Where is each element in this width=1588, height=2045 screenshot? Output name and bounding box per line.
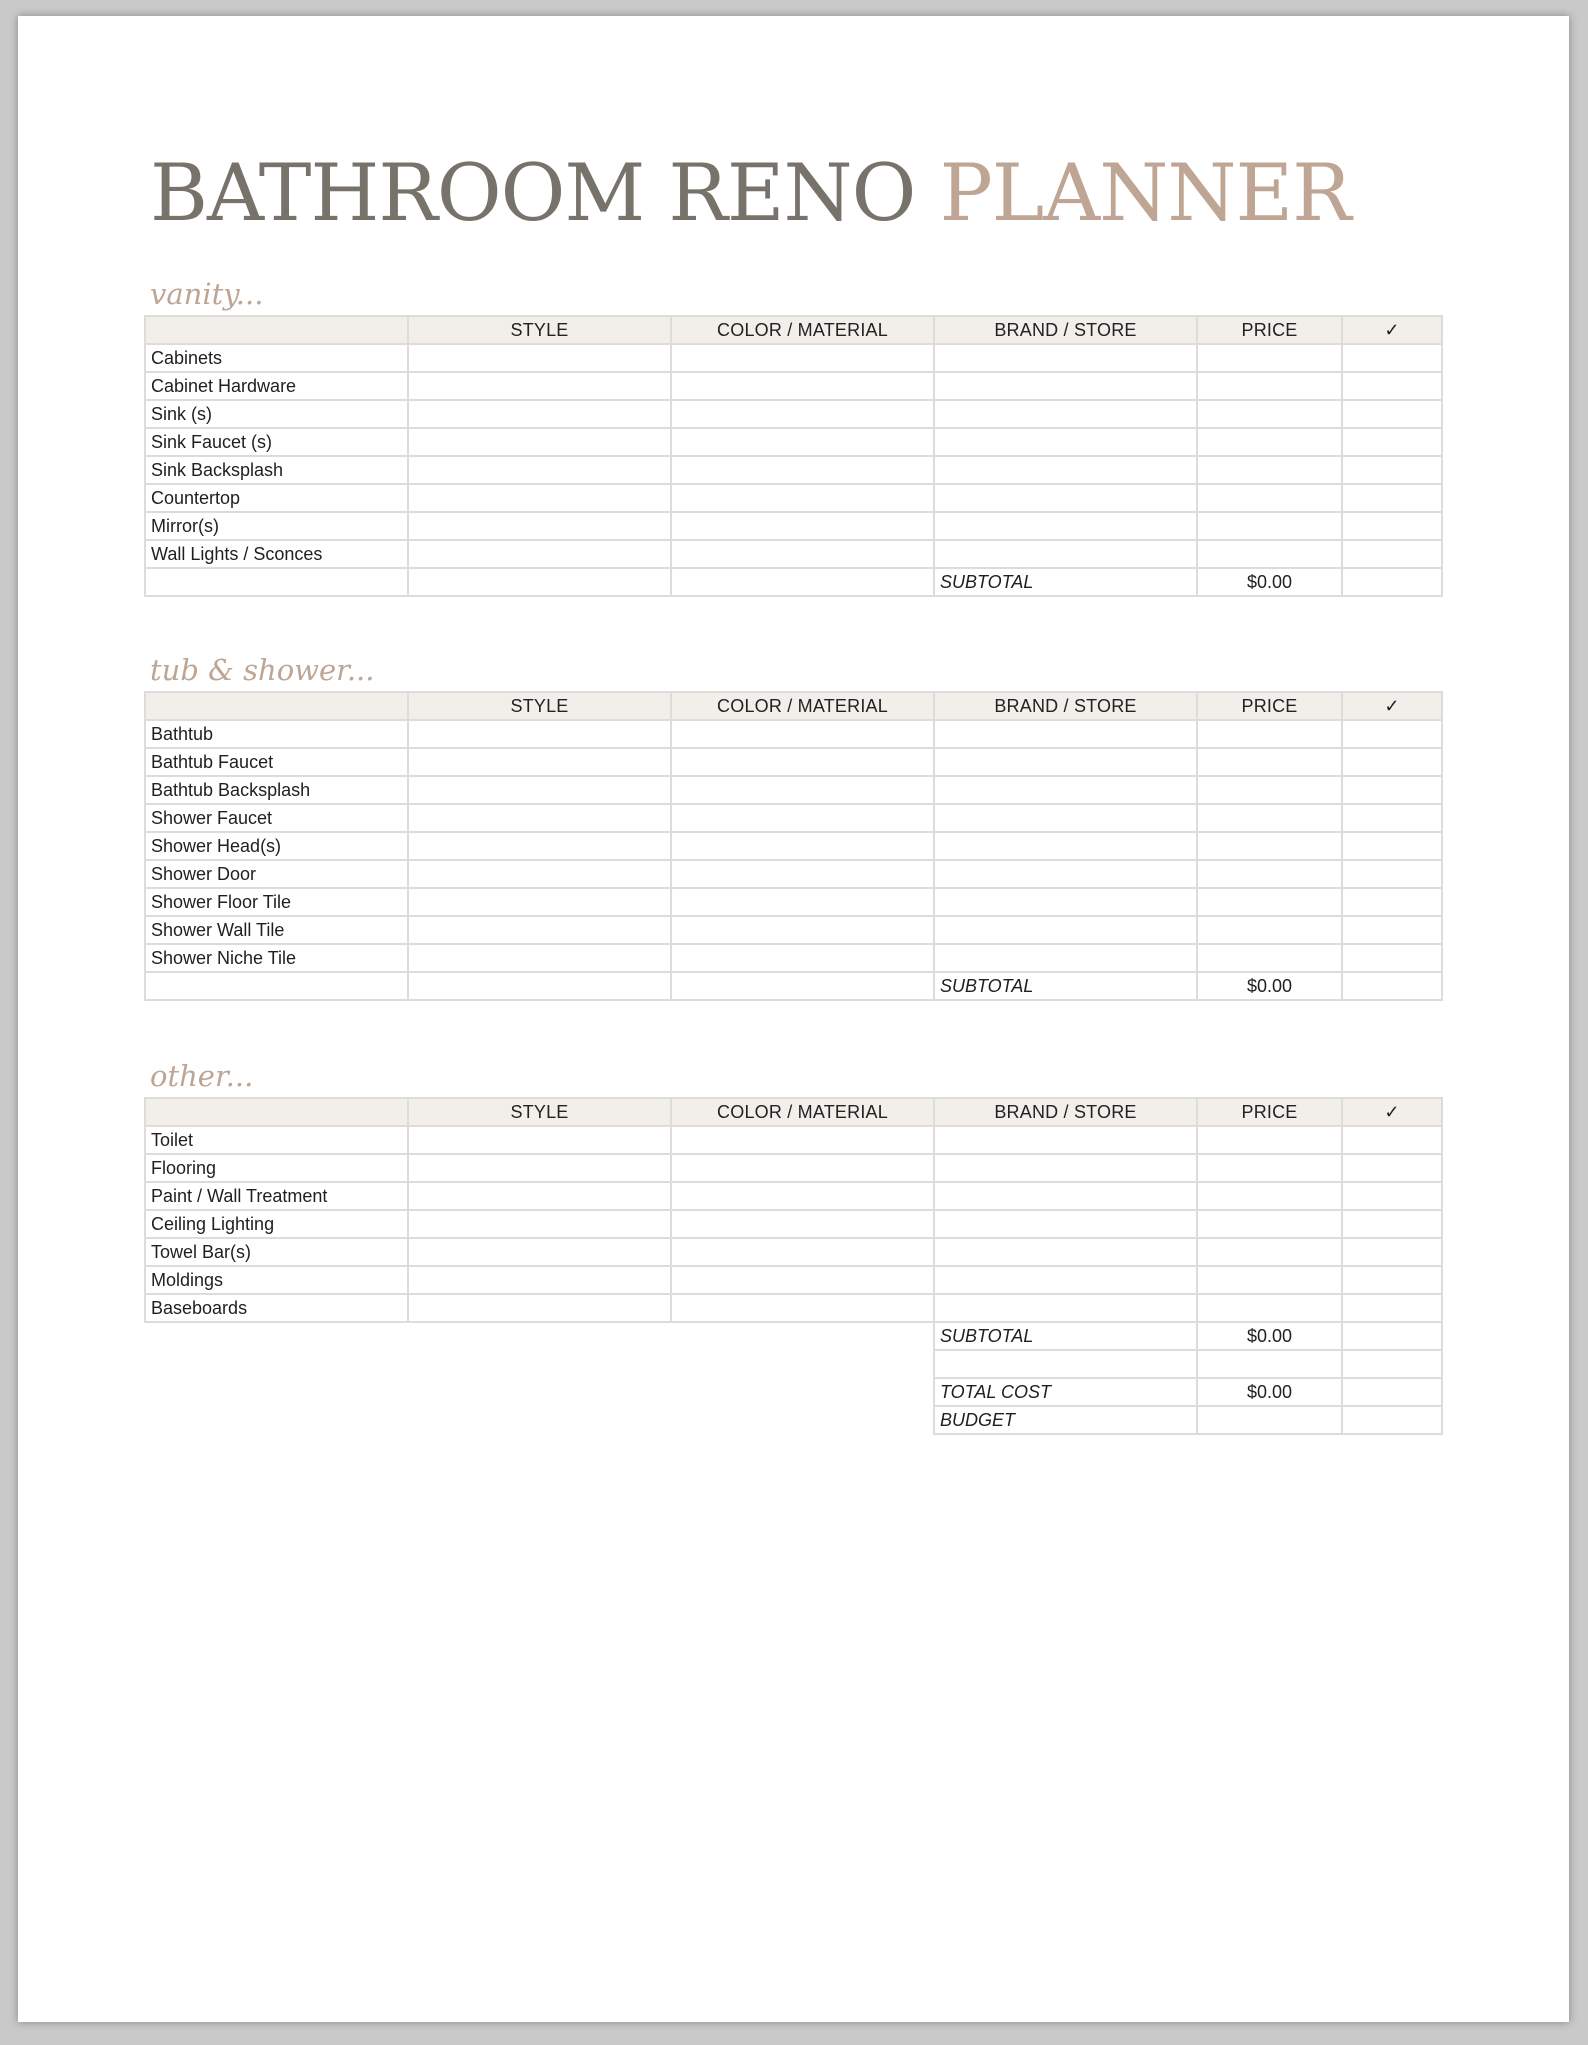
blank-cell: [145, 568, 408, 596]
table-row: [145, 1266, 1442, 1294]
check-cell[interactable]: [1342, 484, 1442, 512]
price-cell[interactable]: [1197, 1182, 1342, 1210]
check-cell[interactable]: [1342, 540, 1442, 568]
price-cell[interactable]: [1197, 1238, 1342, 1266]
item-label: Moldings: [145, 1266, 408, 1294]
color-material-cell[interactable]: [671, 484, 934, 512]
color-material-cell[interactable]: [671, 944, 934, 972]
item-label: Shower Faucet: [145, 804, 408, 832]
check-cell[interactable]: [1342, 832, 1442, 860]
check-cell[interactable]: [1342, 972, 1442, 1000]
subtotal-row: [145, 972, 1442, 1000]
header-price: PRICE: [1197, 1098, 1342, 1126]
table-row: [145, 1238, 1442, 1266]
style-cell[interactable]: [408, 804, 671, 832]
price-cell[interactable]: [1197, 400, 1342, 428]
color-material-cell[interactable]: [671, 1238, 934, 1266]
table-row: [145, 720, 1442, 748]
header-color-material: COLOR / MATERIAL: [671, 1098, 934, 1126]
color-material-cell[interactable]: [671, 748, 934, 776]
blank-cell[interactable]: [1197, 1350, 1342, 1378]
brand-store-cell[interactable]: [934, 484, 1197, 512]
price-cell[interactable]: [1197, 1294, 1342, 1322]
table-row: [145, 888, 1442, 916]
table-row: [145, 832, 1442, 860]
price-cell[interactable]: [1197, 456, 1342, 484]
style-cell[interactable]: [408, 1126, 671, 1154]
color-material-cell[interactable]: [671, 512, 934, 540]
table-row: [145, 944, 1442, 972]
item-label: Shower Head(s): [145, 832, 408, 860]
blank-cell[interactable]: [934, 1350, 1197, 1378]
check-cell[interactable]: [1342, 1210, 1442, 1238]
section-title-vanity: vanity...: [150, 277, 264, 311]
check-cell[interactable]: [1342, 1378, 1442, 1406]
check-cell[interactable]: [1342, 568, 1442, 596]
blank-area: [145, 1350, 934, 1378]
check-cell[interactable]: [1342, 1322, 1442, 1350]
header-brand-store: BRAND / STORE: [934, 692, 1197, 720]
check-cell[interactable]: [1342, 512, 1442, 540]
style-cell[interactable]: [408, 888, 671, 916]
blank-cell: [408, 972, 671, 1000]
price-cell[interactable]: [1197, 540, 1342, 568]
style-cell[interactable]: [408, 512, 671, 540]
header-row: [145, 316, 1442, 344]
check-cell[interactable]: [1342, 748, 1442, 776]
item-label: Paint / Wall Treatment: [145, 1182, 408, 1210]
color-material-cell[interactable]: [671, 1294, 934, 1322]
check-cell[interactable]: [1342, 888, 1442, 916]
item-label: Baseboards: [145, 1294, 408, 1322]
blank-cell: [145, 972, 408, 1000]
color-material-cell[interactable]: [671, 1182, 934, 1210]
check-header-icon: ✓: [1342, 692, 1442, 720]
check-header-icon: ✓: [1342, 1098, 1442, 1126]
header-style: STYLE: [408, 692, 671, 720]
brand-store-cell[interactable]: [934, 720, 1197, 748]
title-accent: PLANNER: [939, 147, 1351, 239]
spacer-row: [145, 1350, 1442, 1378]
header-price: PRICE: [1197, 692, 1342, 720]
subtotal-value: $0.00: [1197, 972, 1342, 1000]
color-material-cell[interactable]: [671, 1266, 934, 1294]
brand-store-cell[interactable]: [934, 512, 1197, 540]
check-cell[interactable]: [1342, 1182, 1442, 1210]
tub-shower-table: [144, 691, 1443, 1001]
subtotal-label: SUBTOTAL: [934, 972, 1197, 1000]
check-cell[interactable]: [1342, 804, 1442, 832]
table-row: [145, 1210, 1442, 1238]
color-material-cell[interactable]: [671, 428, 934, 456]
color-material-cell[interactable]: [671, 344, 934, 372]
table-row: [145, 400, 1442, 428]
price-cell[interactable]: [1197, 804, 1342, 832]
brand-store-cell[interactable]: [934, 400, 1197, 428]
brand-store-cell[interactable]: [934, 540, 1197, 568]
check-cell[interactable]: [1342, 720, 1442, 748]
header-style: STYLE: [408, 1098, 671, 1126]
item-label: Ceiling Lighting: [145, 1210, 408, 1238]
item-label: Cabinet Hardware: [145, 372, 408, 400]
item-label: Shower Niche Tile: [145, 944, 408, 972]
item-label: Mirror(s): [145, 512, 408, 540]
total-cost-value: $0.00: [1197, 1378, 1342, 1406]
table-row: [145, 860, 1442, 888]
style-cell[interactable]: [408, 1266, 671, 1294]
header-item-cell: [145, 692, 408, 720]
item-label: Shower Wall Tile: [145, 916, 408, 944]
price-cell[interactable]: [1197, 1126, 1342, 1154]
style-cell[interactable]: [408, 372, 671, 400]
brand-store-cell[interactable]: [934, 1210, 1197, 1238]
check-cell[interactable]: [1342, 456, 1442, 484]
brand-store-cell[interactable]: [934, 428, 1197, 456]
subtotal-value: $0.00: [1197, 1322, 1342, 1350]
check-cell[interactable]: [1342, 428, 1442, 456]
color-material-cell[interactable]: [671, 832, 934, 860]
table-row: [145, 804, 1442, 832]
brand-store-cell[interactable]: [934, 1126, 1197, 1154]
style-cell[interactable]: [408, 540, 671, 568]
table-row: [145, 1126, 1442, 1154]
item-label: Toilet: [145, 1126, 408, 1154]
check-cell[interactable]: [1342, 1266, 1442, 1294]
page-title: [150, 147, 1351, 239]
header-price: PRICE: [1197, 316, 1342, 344]
brand-store-cell[interactable]: [934, 1238, 1197, 1266]
check-cell[interactable]: [1342, 1406, 1442, 1434]
table-row: [145, 428, 1442, 456]
item-label: Shower Floor Tile: [145, 888, 408, 916]
style-cell[interactable]: [408, 860, 671, 888]
header-color-material: COLOR / MATERIAL: [671, 316, 934, 344]
price-cell[interactable]: [1197, 344, 1342, 372]
brand-store-cell[interactable]: [934, 1266, 1197, 1294]
price-cell[interactable]: [1197, 484, 1342, 512]
brand-store-cell[interactable]: [934, 860, 1197, 888]
table-row: [145, 484, 1442, 512]
brand-store-cell[interactable]: [934, 776, 1197, 804]
item-label: Sink (s): [145, 400, 408, 428]
style-cell[interactable]: [408, 720, 671, 748]
blank-cell: [408, 568, 671, 596]
style-cell[interactable]: [408, 944, 671, 972]
item-label: Countertop: [145, 484, 408, 512]
blank-area: [145, 1378, 934, 1406]
other-table: [144, 1097, 1443, 1435]
header-style: STYLE: [408, 316, 671, 344]
item-label: Bathtub Backsplash: [145, 776, 408, 804]
check-cell[interactable]: [1342, 1154, 1442, 1182]
item-label: Flooring: [145, 1154, 408, 1182]
price-cell[interactable]: [1197, 1210, 1342, 1238]
price-cell[interactable]: [1197, 1154, 1342, 1182]
header-brand-store: BRAND / STORE: [934, 316, 1197, 344]
style-cell[interactable]: [408, 456, 671, 484]
table-row: [145, 512, 1442, 540]
item-label: Bathtub: [145, 720, 408, 748]
color-material-cell[interactable]: [671, 540, 934, 568]
price-cell[interactable]: [1197, 944, 1342, 972]
table-row: [145, 1154, 1442, 1182]
style-cell[interactable]: [408, 776, 671, 804]
budget-value[interactable]: [1197, 1406, 1342, 1434]
check-cell[interactable]: [1342, 400, 1442, 428]
brand-store-cell[interactable]: [934, 888, 1197, 916]
price-cell[interactable]: [1197, 512, 1342, 540]
subtotal-label: SUBTOTAL: [934, 568, 1197, 596]
table-row: [145, 372, 1442, 400]
brand-store-cell[interactable]: [934, 372, 1197, 400]
brand-store-cell[interactable]: [934, 1182, 1197, 1210]
color-material-cell[interactable]: [671, 804, 934, 832]
vanity-table: [144, 315, 1443, 597]
price-cell[interactable]: [1197, 428, 1342, 456]
color-material-cell[interactable]: [671, 776, 934, 804]
section-title-tub-shower: tub & shower...: [150, 653, 375, 687]
check-cell[interactable]: [1342, 372, 1442, 400]
check-cell[interactable]: [1342, 860, 1442, 888]
table-row: [145, 1182, 1442, 1210]
style-cell[interactable]: [408, 748, 671, 776]
title-main: BATHROOM RENO: [150, 147, 916, 239]
header-item-cell: [145, 1098, 408, 1126]
item-label: Shower Door: [145, 860, 408, 888]
check-cell[interactable]: [1342, 944, 1442, 972]
blank-cell[interactable]: [1342, 1350, 1442, 1378]
subtotal-row: [145, 568, 1442, 596]
style-cell[interactable]: [408, 1294, 671, 1322]
subtotal-label: SUBTOTAL: [934, 1322, 1197, 1350]
color-material-cell[interactable]: [671, 400, 934, 428]
header-row: [145, 1098, 1442, 1126]
item-label: Sink Backsplash: [145, 456, 408, 484]
total-cost-row: [145, 1378, 1442, 1406]
color-material-cell[interactable]: [671, 1126, 934, 1154]
color-material-cell[interactable]: [671, 1210, 934, 1238]
subtotal-value: $0.00: [1197, 568, 1342, 596]
section-title-other: other...: [150, 1059, 254, 1093]
color-material-cell[interactable]: [671, 372, 934, 400]
brand-store-cell[interactable]: [934, 916, 1197, 944]
check-cell[interactable]: [1342, 776, 1442, 804]
brand-store-cell[interactable]: [934, 1154, 1197, 1182]
check-cell[interactable]: [1342, 1126, 1442, 1154]
table-row: [145, 344, 1442, 372]
table-row: [145, 916, 1442, 944]
price-cell[interactable]: [1197, 748, 1342, 776]
style-cell[interactable]: [408, 916, 671, 944]
check-header-icon: ✓: [1342, 316, 1442, 344]
blank-cell: [671, 972, 934, 1000]
check-cell[interactable]: [1342, 344, 1442, 372]
style-cell[interactable]: [408, 400, 671, 428]
check-cell[interactable]: [1342, 1294, 1442, 1322]
style-cell[interactable]: [408, 1238, 671, 1266]
table-row: [145, 1294, 1442, 1322]
style-cell[interactable]: [408, 428, 671, 456]
header-brand-store: BRAND / STORE: [934, 1098, 1197, 1126]
brand-store-cell[interactable]: [934, 344, 1197, 372]
item-label: Bathtub Faucet: [145, 748, 408, 776]
blank-cell: [671, 568, 934, 596]
brand-store-cell[interactable]: [934, 1294, 1197, 1322]
item-label: Sink Faucet (s): [145, 428, 408, 456]
brand-store-cell[interactable]: [934, 456, 1197, 484]
price-cell[interactable]: [1197, 916, 1342, 944]
color-material-cell[interactable]: [671, 456, 934, 484]
check-cell[interactable]: [1342, 1238, 1442, 1266]
price-cell[interactable]: [1197, 860, 1342, 888]
table-row: [145, 456, 1442, 484]
price-cell[interactable]: [1197, 1266, 1342, 1294]
planner-page: [18, 16, 1569, 2022]
style-cell[interactable]: [408, 1210, 671, 1238]
style-cell[interactable]: [408, 832, 671, 860]
blank-area: [145, 1406, 934, 1434]
price-cell[interactable]: [1197, 888, 1342, 916]
price-cell[interactable]: [1197, 372, 1342, 400]
table-row: [145, 748, 1442, 776]
item-label: Towel Bar(s): [145, 1238, 408, 1266]
price-cell[interactable]: [1197, 720, 1342, 748]
budget-label: BUDGET: [934, 1406, 1197, 1434]
price-cell[interactable]: [1197, 832, 1342, 860]
header-color-material: COLOR / MATERIAL: [671, 692, 934, 720]
item-label: Wall Lights / Sconces: [145, 540, 408, 568]
blank-area: [145, 1322, 934, 1350]
style-cell[interactable]: [408, 1182, 671, 1210]
color-material-cell[interactable]: [671, 860, 934, 888]
header-item-cell: [145, 316, 408, 344]
table-row: [145, 540, 1442, 568]
brand-store-cell[interactable]: [934, 944, 1197, 972]
check-cell[interactable]: [1342, 916, 1442, 944]
style-cell[interactable]: [408, 1154, 671, 1182]
brand-store-cell[interactable]: [934, 748, 1197, 776]
item-label: Cabinets: [145, 344, 408, 372]
color-material-cell[interactable]: [671, 916, 934, 944]
subtotal-row: [145, 1322, 1442, 1350]
header-row: [145, 692, 1442, 720]
price-cell[interactable]: [1197, 776, 1342, 804]
brand-store-cell[interactable]: [934, 804, 1197, 832]
style-cell[interactable]: [408, 344, 671, 372]
table-row: [145, 776, 1442, 804]
color-material-cell[interactable]: [671, 1154, 934, 1182]
brand-store-cell[interactable]: [934, 832, 1197, 860]
style-cell[interactable]: [408, 484, 671, 512]
budget-row: [145, 1406, 1442, 1434]
total-cost-label: TOTAL COST: [934, 1378, 1197, 1406]
color-material-cell[interactable]: [671, 888, 934, 916]
color-material-cell[interactable]: [671, 720, 934, 748]
